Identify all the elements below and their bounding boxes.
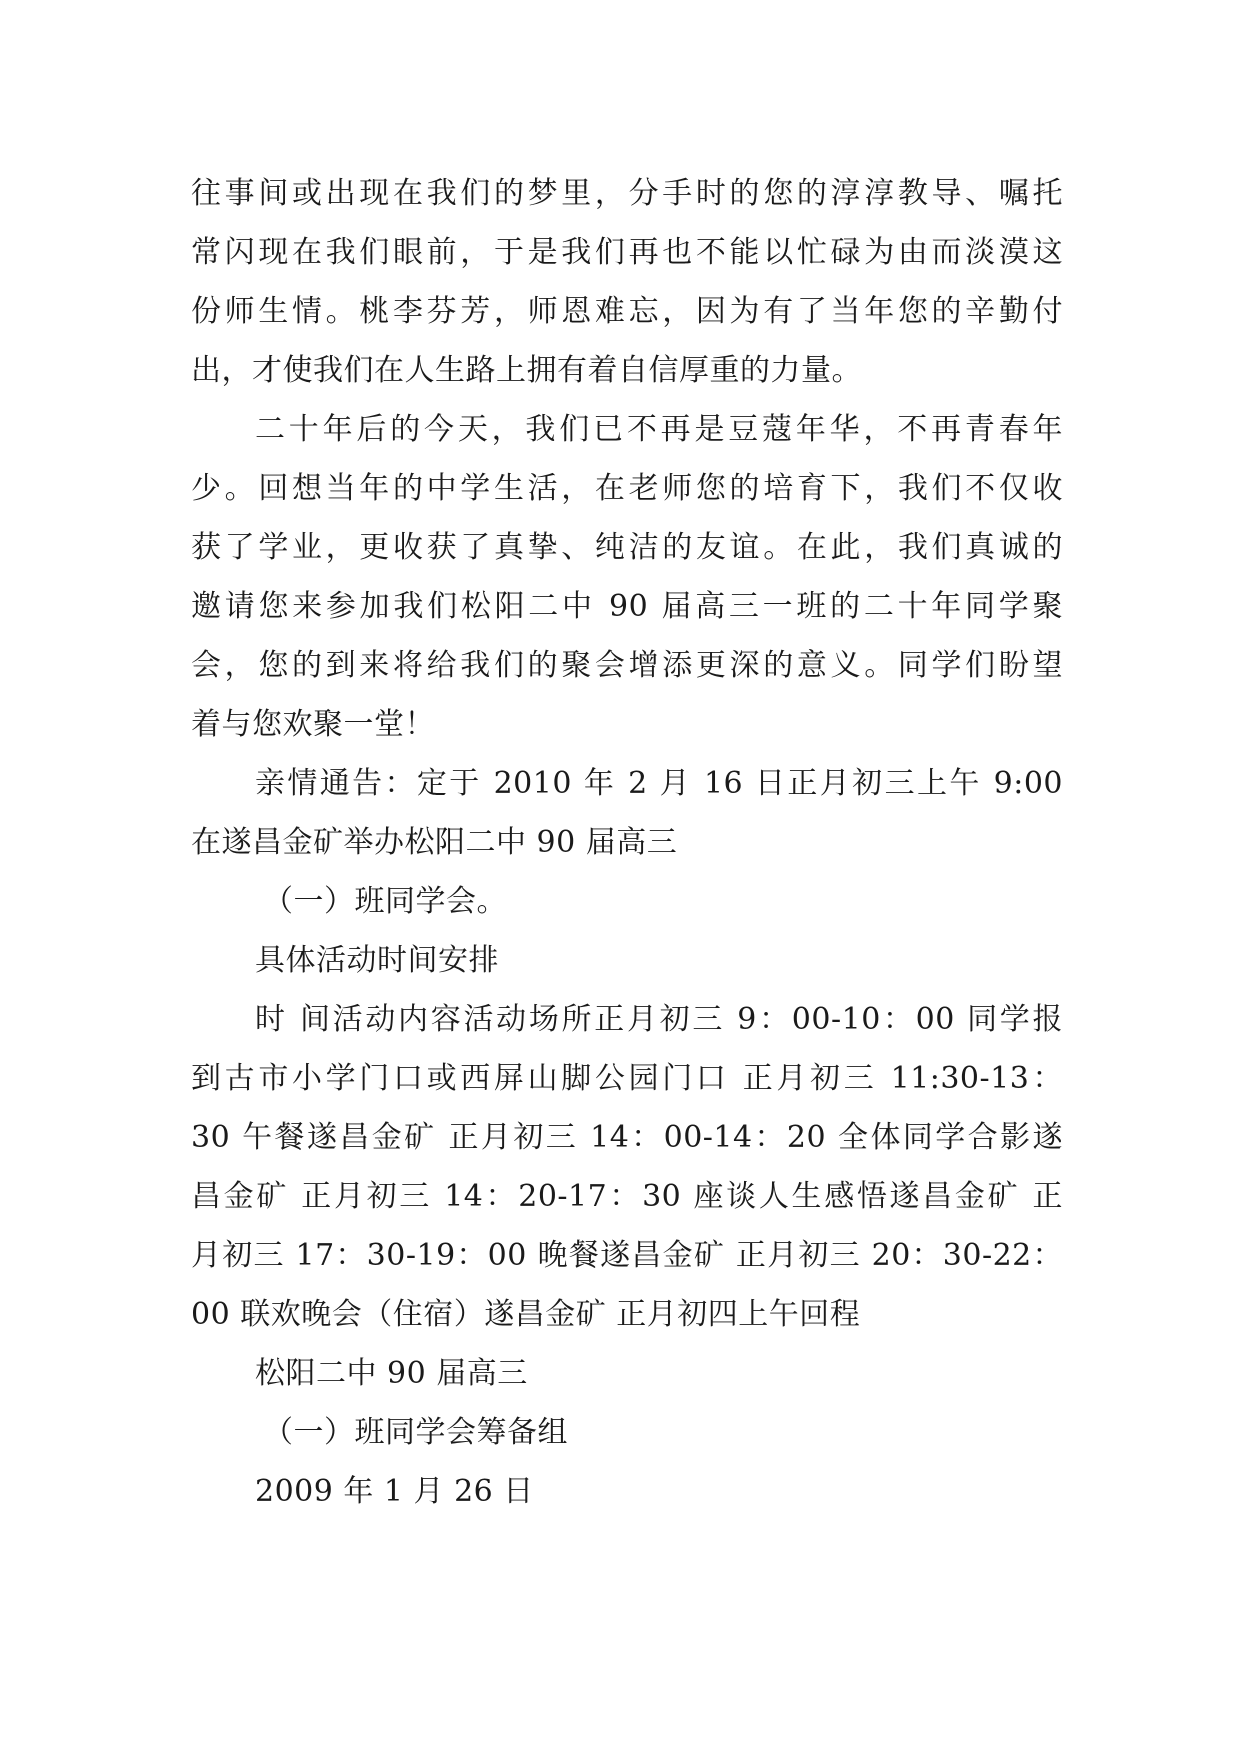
text-line-5: 二十年后的今天，我们已不再是豆蔻年华，不再青春年 (255, 412, 1063, 447)
document-body (191, 164, 1063, 1521)
text-line-4: 出，才使我们在人生路上拥有着自信厚重的力量。 (191, 353, 862, 388)
text-line-8: 邀请您来参加我们松阳二中 90 届高三一班的二十年同学聚 (191, 589, 1063, 624)
schedule-line-6: 00 联欢晚会（住宿）遂昌金矿 正月初四上午回程 (191, 1297, 861, 1332)
schedule-heading: 具体活动时间安排 (255, 943, 499, 978)
signature-line-2: （一）班同学会筹备组 (263, 1415, 568, 1450)
notice-line-2: 在遂昌金矿举办松阳二中 90 届高三 (191, 825, 678, 860)
text-line-1: 往事间或出现在我们的梦里，分手时的您的淳淳教导、嘱托 (191, 176, 1063, 211)
schedule-line-3: 30 午餐遂昌金矿 正月初三 14：00-14：20 全体同学合影遂 (191, 1120, 1063, 1155)
text-line-6: 少。回想当年的中学生活，在老师您的培育下，我们不仅收 (191, 471, 1063, 506)
schedule-line-1: 时 间活动内容活动场所正月初三 9：00-10：00 同学报 (255, 1002, 1063, 1037)
date-line: 2009 年 1 月 26 日 (255, 1474, 534, 1509)
schedule-line-5: 月初三 17：30-19：00 晚餐遂昌金矿 正月初三 20：30-22： (191, 1238, 1063, 1273)
text-line-2: 常闪现在我们眼前，于是我们再也不能以忙碌为由而淡漠这 (191, 235, 1063, 270)
schedule-line-4: 昌金矿 正月初三 14：20-17：30 座谈人生感悟遂昌金矿 正 (191, 1179, 1063, 1214)
schedule-line-2: 到古市小学门口或西屏山脚公园门口 正月初三 11:30-13： (191, 1061, 1063, 1096)
text-line-3: 份师生情。桃李芬芳，师恩难忘，因为有了当年您的辛勤付 (191, 294, 1063, 329)
text-line-10: 着与您欢聚一堂！ (191, 707, 435, 742)
text-line-7: 获了学业，更收获了真挚、纯洁的友谊。在此，我们真诚的 (191, 530, 1063, 565)
notice-line-1: 亲情通告：定于 2010 年 2 月 16 日正月初三上午 9:00 (255, 766, 1063, 801)
signature-line-1: 松阳二中 90 届高三 (255, 1356, 528, 1391)
text-line-9: 会，您的到来将给我们的聚会增添更深的意义。同学们盼望 (191, 648, 1063, 683)
notice-line-3: （一）班同学会。 (263, 884, 507, 919)
